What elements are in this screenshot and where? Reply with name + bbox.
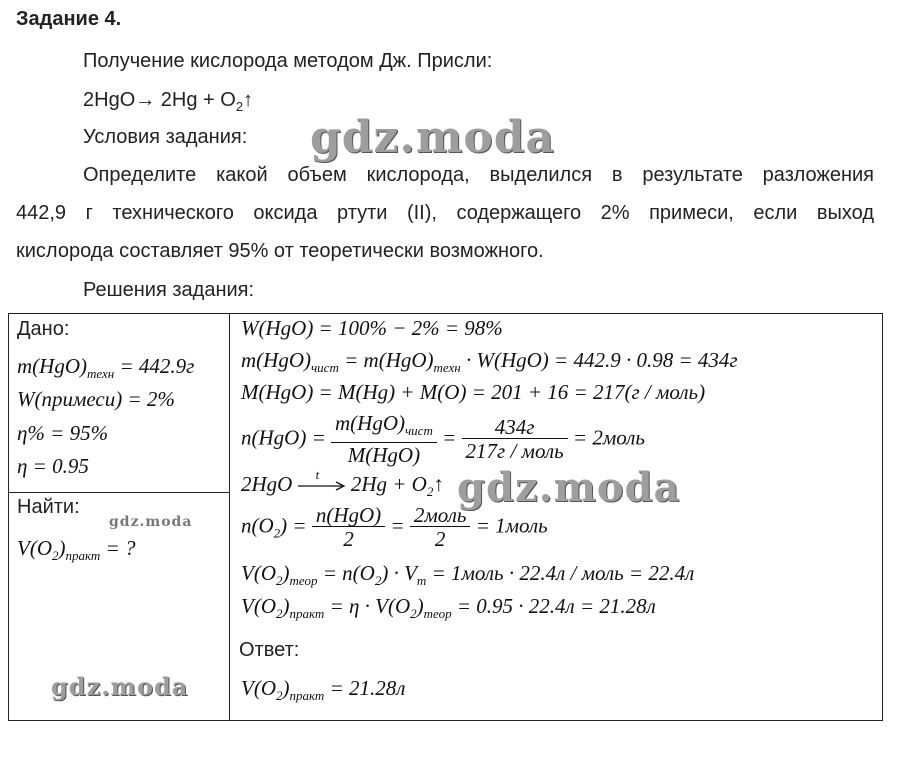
math-part: 2 xyxy=(276,573,283,589)
find-mid: ) xyxy=(58,536,66,560)
sol2-a: m(HgO) xyxy=(241,348,311,372)
math-part: 2 xyxy=(410,606,417,622)
math-part: теор xyxy=(423,606,452,622)
find-volume xyxy=(17,536,135,564)
sol2-c: · W(HgO) = 442.9 · 0.98 = 434г xyxy=(460,348,738,372)
math-part: = 1моль · 22.4л / моль = 22.4л xyxy=(426,561,695,585)
math-part: ) xyxy=(282,594,290,618)
find-rhs: = ? xyxy=(100,536,136,560)
sol2-s1: чист xyxy=(310,360,339,376)
watermark-bottom: gdz.moda xyxy=(51,672,189,701)
task-body-line-3: кислорода составляет 95% от теоретически возможного. xyxy=(16,240,544,262)
find-sub1: 2 xyxy=(52,548,59,564)
sol6-f1-den: 2 xyxy=(343,527,354,551)
sol6-eq: = xyxy=(390,513,405,538)
sol4-f1-num-sub: чист xyxy=(404,423,433,439)
table-vertical-divider xyxy=(229,314,230,720)
watermark-middle: gdz.moda xyxy=(457,464,681,511)
equation-arrow: ↑ xyxy=(243,89,254,111)
math-part: V(O xyxy=(241,594,276,618)
math-part: ) xyxy=(416,594,424,618)
conditions-label: Условия задания: xyxy=(83,126,248,148)
sol6-lhs2: ) = xyxy=(280,513,307,538)
solution-line-2 xyxy=(241,348,738,376)
given-yield-percent: η% = 95% xyxy=(17,421,109,445)
solution-line-5 xyxy=(241,467,444,500)
sol4-eq: = xyxy=(442,425,457,450)
sol2-s2: техн xyxy=(433,360,461,376)
find-sub2: практ xyxy=(65,548,101,564)
equation-main: 2HgO→ 2Hg + O xyxy=(83,89,236,111)
sol4-lhs: n(HgO) = xyxy=(241,425,326,450)
sol2-b: = m(HgO) xyxy=(338,348,434,372)
sol5-a: 2HgO xyxy=(241,472,293,496)
math-part: V(O xyxy=(241,561,276,585)
sol4-f2-num: 434г xyxy=(462,416,568,439)
answer-value xyxy=(241,676,405,704)
math-part: ) · V xyxy=(381,561,417,585)
solution-line-6 xyxy=(241,504,548,551)
sol5-sub: 2 xyxy=(426,484,434,500)
given-mass-lhs: m(HgO) xyxy=(17,354,87,378)
math-part: = η · V(O xyxy=(324,594,411,618)
math-part: ) xyxy=(282,561,290,585)
sol6-frac-2 xyxy=(410,504,471,551)
task-body-line-2: 442,9 г технического оксида ртути (II), содержащего 2% примеси, если выход xyxy=(16,202,874,224)
find-lhs: V(O xyxy=(17,536,52,560)
given-label: Дано: xyxy=(17,318,70,340)
math-part: V(O xyxy=(241,676,276,700)
solution-line-1: W(HgO) = 100% − 2% = 98% xyxy=(241,316,503,340)
task-body-line-1: Определите какой объем кислорода, выделился в результате разложения xyxy=(83,164,874,186)
given-mass-sub: техн xyxy=(86,366,115,382)
task-title: Задание 4. xyxy=(16,8,122,30)
sol6-f2-den: 2 xyxy=(434,527,446,551)
math-part: = 21.28л xyxy=(324,676,406,700)
answer-label: Ответ: xyxy=(239,639,300,661)
solution-line-8 xyxy=(241,594,656,622)
sol4-frac-1 xyxy=(331,412,437,467)
equation-sub: 2 xyxy=(235,99,244,114)
task-body xyxy=(16,156,874,270)
given-mass-rhs: = 442.9г xyxy=(114,354,195,378)
sol4-f1-den: M(HgO) xyxy=(347,443,421,468)
reaction-arrow-t: t xyxy=(315,467,320,483)
sol5-arrow: ↑ xyxy=(433,472,444,496)
solution-line-7 xyxy=(241,561,694,589)
sol6-f2-num: 2моль xyxy=(410,504,471,527)
watermark-top: gdz.moda xyxy=(310,112,556,163)
math-part: = n(O xyxy=(317,561,375,585)
sol5-b: 2Hg + O xyxy=(350,472,427,496)
sol4-frac-2 xyxy=(462,416,568,463)
solution-table xyxy=(8,313,883,721)
solution-line-3: M(HgO) = M(Hg) + M(O) = 201 + 16 = 217(г / моль) xyxy=(241,380,706,404)
solutions-label: Решения задания: xyxy=(83,279,255,301)
math-part: 2 xyxy=(374,573,382,589)
solution-line-4 xyxy=(241,412,645,467)
find-label: Найти: xyxy=(17,496,80,518)
given-mass xyxy=(17,354,194,382)
math-part: практ xyxy=(289,606,325,622)
reaction-arrow xyxy=(298,467,346,493)
sol6-lhs: n(O xyxy=(241,513,274,538)
math-part: теор xyxy=(289,573,318,589)
math-part: практ xyxy=(289,688,325,704)
sol4-f1-num: m(HgO) xyxy=(335,411,405,435)
table-horizontal-divider xyxy=(9,492,229,493)
math-part: = 0.95 · 22.4л = 21.28л xyxy=(451,594,656,618)
sol4-rhs: = 2моль xyxy=(572,425,645,450)
sol6-f1-num: n(HgO) xyxy=(312,504,385,527)
sol4-f2-den: 217г / моль xyxy=(465,439,564,464)
watermark-small: gdz.moda xyxy=(109,514,193,530)
math-part: 2 xyxy=(276,606,283,622)
given-yield: η = 0.95 xyxy=(17,454,89,478)
math-part: 2 xyxy=(276,688,283,704)
intro-text: Получение кислорода методом Дж. Присли: xyxy=(83,50,493,72)
given-impurity: W(примеси) = 2% xyxy=(17,387,175,411)
sol6-sub: 2 xyxy=(273,525,281,541)
math-part: ) xyxy=(282,676,290,700)
sol6-frac-1 xyxy=(312,504,385,551)
math-part: m xyxy=(416,573,427,589)
sol6-rhs: = 1моль xyxy=(475,513,548,538)
